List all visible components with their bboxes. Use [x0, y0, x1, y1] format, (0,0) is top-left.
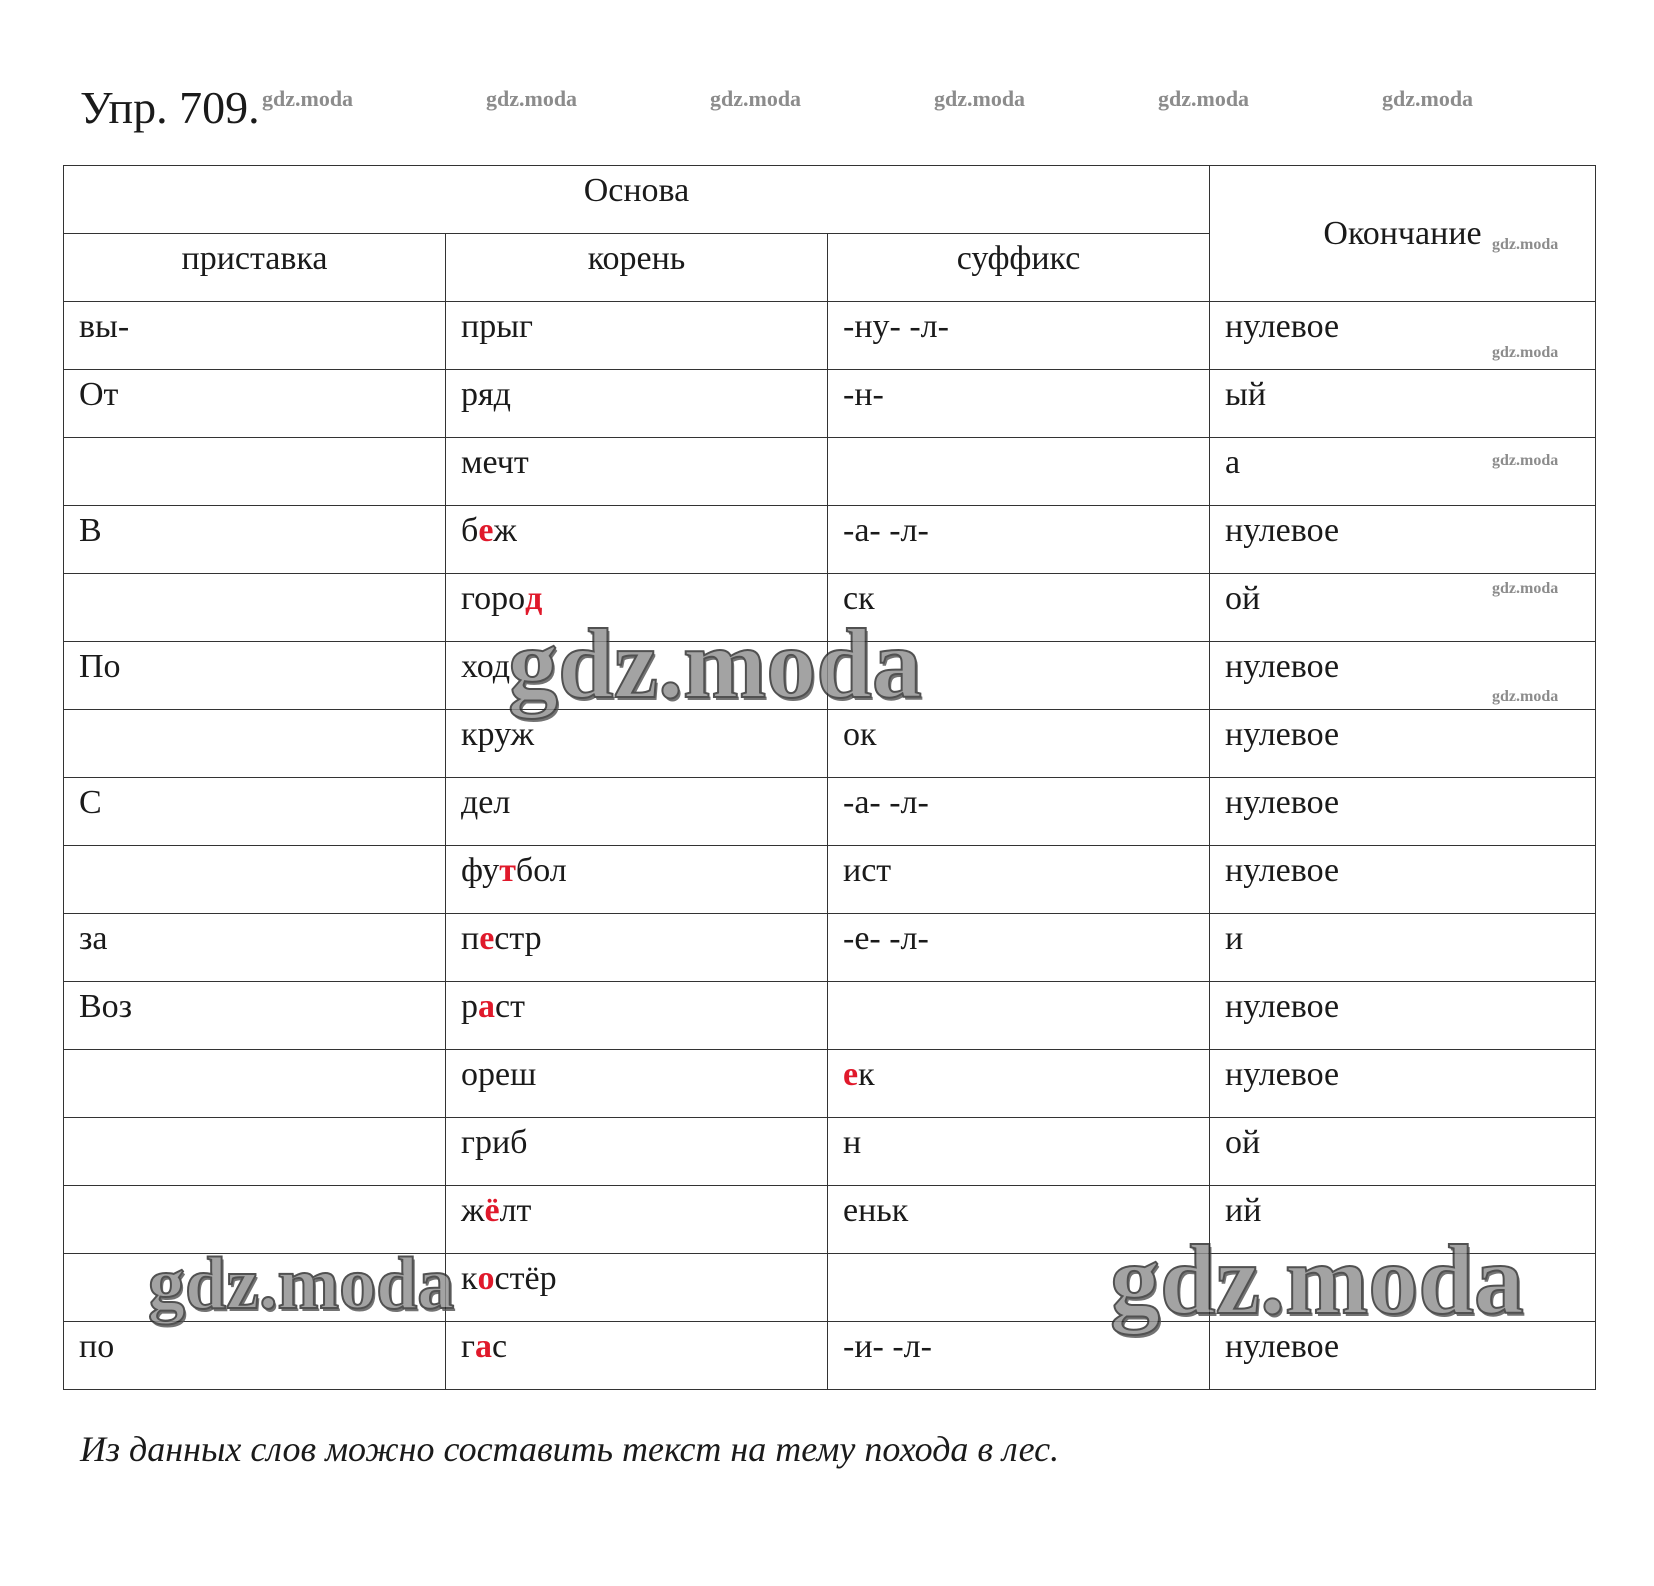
watermark-small: gdz.moda	[710, 86, 802, 111]
highlighted-letter: т	[499, 852, 516, 889]
prefix-cell: С	[64, 778, 446, 846]
morpheme-part: г	[461, 1328, 475, 1365]
morpheme-part: ореш	[461, 1056, 537, 1093]
highlighted-letter: е	[843, 1056, 859, 1093]
suffix-cell	[828, 438, 1210, 506]
watermark-small: gdz.moda	[1158, 86, 1250, 111]
suffix-cell	[828, 370, 1210, 438]
morpheme-part: бол	[515, 852, 567, 889]
root-cell	[446, 370, 828, 438]
root-cell	[446, 914, 828, 982]
morpheme-part: -н-	[843, 376, 884, 413]
prefix-cell: вы-	[64, 302, 446, 370]
highlighted-letter: о	[477, 1260, 495, 1297]
morpheme-part: -и- -л-	[843, 1328, 932, 1365]
ending-cell: ый	[1210, 370, 1596, 438]
ending-cell: нулевое	[1210, 710, 1596, 778]
watermark-tiny: gdz.moda	[1492, 688, 1559, 705]
ending-cell: и	[1210, 914, 1596, 982]
root-cell	[446, 846, 828, 914]
table-row	[64, 1050, 1596, 1118]
suffix-cell	[828, 506, 1210, 574]
morpheme-part: ж	[461, 1192, 485, 1229]
table-row	[64, 982, 1596, 1050]
prefix-cell: В	[64, 506, 446, 574]
morpheme-part: мечт	[461, 444, 529, 481]
highlighted-letter: ё	[484, 1192, 500, 1229]
morpheme-part: ход	[461, 648, 511, 685]
morpheme-part: к	[858, 1056, 875, 1093]
morpheme-part: стёр	[494, 1260, 557, 1297]
root-cell	[446, 302, 828, 370]
prefix-cell: От	[64, 370, 446, 438]
watermark-large: gdz.moda	[148, 1243, 455, 1325]
morpheme-part: круж	[461, 716, 535, 753]
morpheme-part: п	[461, 920, 480, 957]
root-cell	[446, 1186, 828, 1254]
prefix-cell	[64, 710, 446, 778]
morpheme-part: -а- -л-	[843, 784, 929, 821]
root-cell	[446, 506, 828, 574]
morpheme-part: ж	[493, 512, 517, 549]
morpheme-part: гриб	[461, 1124, 528, 1161]
root-cell	[446, 1050, 828, 1118]
watermark-tiny: gdz.moda	[1492, 452, 1559, 469]
suffix-cell	[828, 914, 1210, 982]
watermark-tiny: gdz.moda	[1492, 580, 1559, 597]
morpheme-part: лт	[499, 1192, 532, 1229]
morpheme-part: -ну- -л-	[843, 308, 949, 345]
suffix-cell	[828, 982, 1210, 1050]
morpheme-part: к	[461, 1260, 478, 1297]
morpheme-part: ск	[843, 580, 875, 617]
highlighted-letter: е	[479, 920, 495, 957]
header-suffix: суффикс	[828, 234, 1210, 302]
table-row	[64, 1118, 1596, 1186]
watermark-tiny: gdz.moda	[1492, 236, 1559, 253]
ending-cell: нулевое	[1210, 846, 1596, 914]
morpheme-part: прыг	[461, 308, 533, 345]
highlighted-letter: д	[525, 580, 543, 617]
highlighted-letter: е	[478, 512, 494, 549]
morpheme-part: ок	[843, 716, 877, 753]
watermark-small: gdz.moda	[934, 86, 1026, 111]
morpheme-part: стр	[494, 920, 542, 957]
morpheme-part: еньк	[843, 1192, 909, 1229]
root-cell	[446, 438, 828, 506]
exercise-title: Упр. 709.	[80, 82, 260, 133]
watermark-large: gdz.moda	[508, 608, 922, 719]
watermark-large: gdz.moda	[1110, 1224, 1524, 1335]
ending-cell: нулевое	[1210, 302, 1596, 370]
morpheme-part: ист	[843, 852, 892, 889]
watermark-small: gdz.moda	[1382, 86, 1474, 111]
ending-cell: нулевое	[1210, 1322, 1596, 1390]
morpheme-part: н	[843, 1124, 862, 1161]
morpheme-part: фу	[461, 852, 500, 889]
table-row	[64, 370, 1596, 438]
root-cell	[446, 1322, 828, 1390]
morpheme-part: -е- -л-	[843, 920, 929, 957]
root-cell	[446, 982, 828, 1050]
table-row	[64, 846, 1596, 914]
suffix-cell	[828, 1118, 1210, 1186]
table-row	[64, 506, 1596, 574]
morpheme-part: -а- -л-	[843, 512, 929, 549]
highlighted-letter: а	[474, 1328, 492, 1365]
ending-cell: нулевое	[1210, 642, 1596, 710]
header-base: Основа	[64, 166, 1210, 234]
header-prefix: приставка	[64, 234, 446, 302]
morpheme-part: с	[491, 1328, 508, 1365]
ending-cell: ой	[1210, 574, 1596, 642]
prefix-cell	[64, 1118, 446, 1186]
table-row	[64, 914, 1596, 982]
root-cell	[446, 1254, 828, 1322]
prefix-cell	[64, 846, 446, 914]
morpheme-part: б	[461, 512, 479, 549]
suffix-cell	[828, 846, 1210, 914]
table-row	[64, 778, 1596, 846]
ending-cell: нулевое	[1210, 778, 1596, 846]
prefix-cell	[64, 574, 446, 642]
ending-cell: нулевое	[1210, 506, 1596, 574]
watermark-row	[0, 86, 1654, 116]
watermark-small: gdz.moda	[262, 86, 354, 111]
suffix-cell	[828, 1050, 1210, 1118]
morpheme-table	[63, 165, 1596, 1390]
morpheme-part: р	[461, 988, 478, 1025]
prefix-cell: По	[64, 642, 446, 710]
prefix-cell	[64, 1050, 446, 1118]
header-ending: Окончание	[1210, 166, 1596, 302]
morpheme-part: ряд	[461, 376, 511, 413]
root-cell	[446, 1118, 828, 1186]
prefix-cell: за	[64, 914, 446, 982]
ending-cell: ой	[1210, 1118, 1596, 1186]
ending-cell: нулевое	[1210, 982, 1596, 1050]
root-cell	[446, 778, 828, 846]
table-row	[64, 438, 1596, 506]
conclusion-note: Из данных слов можно составить текст на тему похода в лес.	[80, 1429, 1060, 1469]
suffix-cell	[828, 778, 1210, 846]
watermark-small: gdz.moda	[486, 86, 578, 111]
morpheme-part: ст	[495, 988, 525, 1025]
highlighted-letter: а	[478, 988, 495, 1025]
ending-cell: нулевое	[1210, 1050, 1596, 1118]
suffix-cell	[828, 302, 1210, 370]
watermark-tiny: gdz.moda	[1492, 344, 1559, 361]
ending-cell: а	[1210, 438, 1596, 506]
prefix-cell: Воз	[64, 982, 446, 1050]
prefix-cell: по	[64, 1322, 446, 1390]
header-root: корень	[446, 234, 828, 302]
morpheme-part: дел	[461, 784, 511, 821]
morpheme-part: горо	[461, 580, 526, 617]
ending-cell: ий	[1210, 1186, 1596, 1254]
prefix-cell	[64, 438, 446, 506]
table-row	[64, 302, 1596, 370]
